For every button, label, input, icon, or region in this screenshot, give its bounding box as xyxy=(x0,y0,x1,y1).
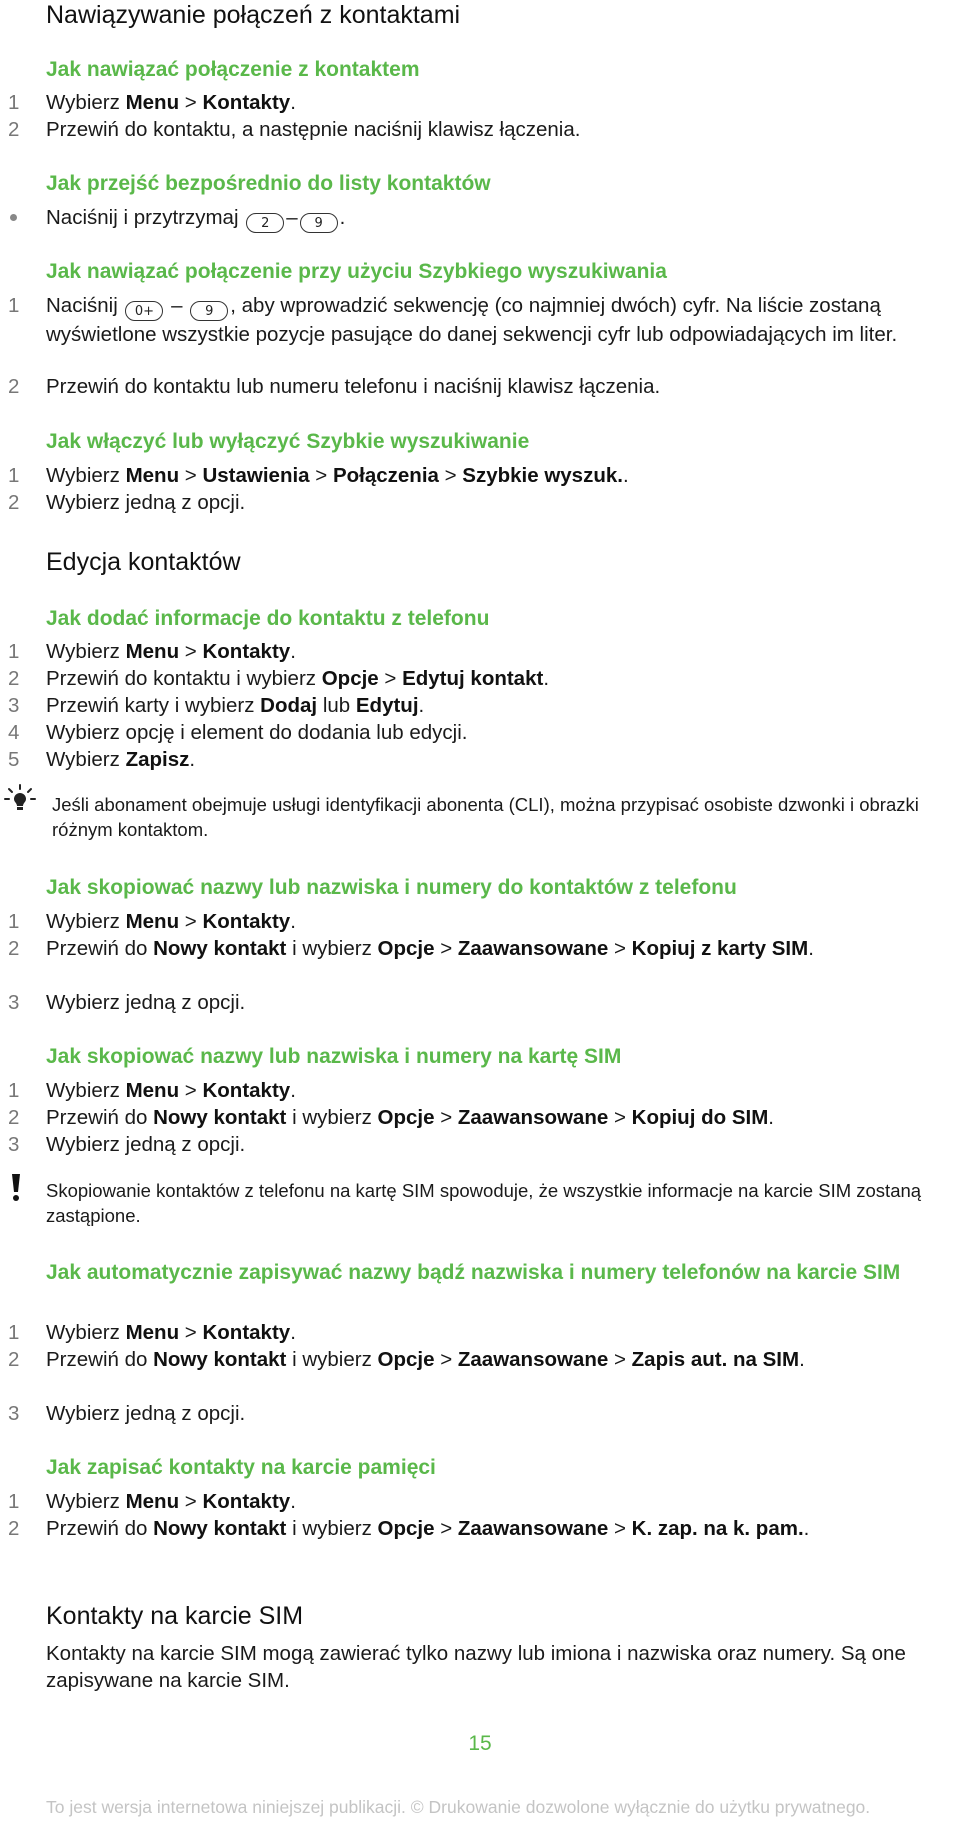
key-9-icon: 9 xyxy=(190,301,228,321)
task-title-copy-from-sim: Jak skopiować nazwy lub nazwiska i numery do kontaktów z telefonu xyxy=(46,876,737,899)
step-number: 2 xyxy=(8,118,20,141)
step-text: Przewiń do kontaktu i wybierz Opcje > Edytuj kontakt. xyxy=(46,667,550,690)
key-9-icon: 9 xyxy=(300,213,338,233)
step-number: 1 xyxy=(8,910,20,933)
step-text: Przewiń do Nowy kontakt i wybierz Opcje > Zaawansowane > Kopiuj z karty SIM. xyxy=(46,937,814,960)
step-text: Wybierz Menu > Kontakty. xyxy=(46,910,296,933)
step-text: Wybierz Menu > Kontakty. xyxy=(46,1490,296,1513)
step-text: Wybierz Menu > Kontakty. xyxy=(46,640,296,663)
task-title-add-info: Jak dodać informacje do kontaktu z telefonu xyxy=(46,607,490,630)
step-number: 4 xyxy=(8,721,20,744)
step-number: 2 xyxy=(8,1517,20,1540)
step-number: 1 xyxy=(8,464,20,487)
step-text: Naciśnij i przytrzymaj 2 – 9 . xyxy=(46,206,346,231)
task-title-call-contact: Jak nawiązać połączenie z kontaktem xyxy=(46,58,420,81)
step-text: Wybierz Menu > Ustawienia > Połączenia > Szybkie wyszuk.. xyxy=(46,464,629,487)
task-title-copy-to-sim: Jak skopiować nazwy lub nazwiska i numery na kartę SIM xyxy=(46,1045,622,1068)
step-number: 2 xyxy=(8,1348,20,1371)
task-title-auto-save-sim: Jak automatycznie zapisywać nazwy bądź nazwiska i numery telefonów na karcie SIM xyxy=(46,1261,901,1284)
step-text: Wybierz Zapisz. xyxy=(46,748,196,771)
step-text: Przewiń do Nowy kontakt i wybierz Opcje > Zaawansowane > K. zap. na k. pam.. xyxy=(46,1517,810,1540)
step-text: Wybierz Menu > Kontakty. xyxy=(46,91,296,114)
step-number: 2 xyxy=(8,491,20,514)
section-title-sim-contacts: Kontakty na karcie SIM xyxy=(46,1602,304,1630)
step-number: 1 xyxy=(8,1321,20,1344)
step-number: 1 xyxy=(8,294,20,317)
step-text: Przewiń do Nowy kontakt i wybierz Opcje > Zaawansowane > Kopiuj do SIM. xyxy=(46,1106,774,1129)
step-number: 1 xyxy=(8,1079,20,1102)
step-text: Wybierz jedną z opcji. xyxy=(46,1133,246,1156)
step-text: Wybierz opcję i element do dodania lub edycji. xyxy=(46,721,468,744)
step-number: 1 xyxy=(8,640,20,663)
section-title-calling-contacts: Nawiązywanie połączeń z kontaktami xyxy=(46,1,461,29)
step-text: Przewiń do kontaktu, a następnie naciśnij klawisz łączenia. xyxy=(46,118,581,141)
step-number: 2 xyxy=(8,937,20,960)
step-number: 1 xyxy=(8,91,20,114)
step-text: Wybierz Menu > Kontakty. xyxy=(46,1321,296,1344)
step-number: 3 xyxy=(8,694,20,717)
step-text: Przewiń karty i wybierz Dodaj lub Edytuj. xyxy=(46,694,425,717)
warning-note: Skopiowanie kontaktów z telefonu na kartę SIM spowoduje, że wszystkie informacje na karcie SIM zostaną zastąpione. xyxy=(46,1180,922,1226)
step-number: 2 xyxy=(8,1106,20,1129)
step-text: Wybierz jedną z opcji. xyxy=(46,991,246,1014)
task-title-toggle-quick-search: Jak włączyć lub wyłączyć Szybkie wyszukiwanie xyxy=(46,430,530,453)
step-text: Wybierz jedną z opcji. xyxy=(46,491,246,514)
footer-note: To jest wersja internetowa niniejszej publikacji. © Drukowanie dozwolone wyłącznie do użytku prywatnego. xyxy=(46,1797,871,1817)
step-text: Przewiń do kontaktu lub numeru telefonu i naciśnij klawisz łączenia. xyxy=(46,375,661,398)
task-title-quick-search-call: Jak nawiązać połączenie przy użyciu Szybkiego wyszukiwania xyxy=(46,260,667,283)
step-number: 1 xyxy=(8,1490,20,1513)
step-text: Naciśnij 0+ – 9 , aby wprowadzić sekwencję (co najmniej dwóch) cyfr. Na liście zostaną wyświetlone wszystkie pozycje pasujące do danej sekwencji cyfr lub odpowiadających im liter. xyxy=(46,294,898,346)
lightbulb-icon xyxy=(4,784,36,814)
key-2-icon: 2 xyxy=(246,213,284,233)
step-text: Wybierz jedną z opcji. xyxy=(46,1402,246,1425)
step-text: Wybierz Menu > Kontakty. xyxy=(46,1079,296,1102)
exclamation-icon xyxy=(8,1172,24,1202)
task-title-save-memory-card: Jak zapisać kontakty na karcie pamięci xyxy=(46,1456,436,1479)
key-0-icon: 0+ xyxy=(125,301,163,321)
bullet-dot xyxy=(10,214,17,221)
body-paragraph: Kontakty na karcie SIM mogą zawierać tylko nazwy lub imiona i nazwiska oraz numery. Są one zapisywane na karcie SIM. xyxy=(46,1642,906,1692)
step-number: 5 xyxy=(8,748,20,771)
page-number: 15 xyxy=(468,1732,492,1755)
step-number: 3 xyxy=(8,991,20,1014)
step-number: 2 xyxy=(8,375,20,398)
tip-note: Jeśli abonament obejmuje usługi identyfikacji abonenta (CLI), można przypisać osobiste dzwonki i obrazki różnym kontaktom. xyxy=(52,794,919,840)
step-text: Przewiń do Nowy kontakt i wybierz Opcje > Zaawansowane > Zapis aut. na SIM. xyxy=(46,1348,805,1371)
step-number: 3 xyxy=(8,1402,20,1425)
task-title-direct-contacts: Jak przejść bezpośrednio do listy kontaktów xyxy=(46,172,491,195)
section-title-editing-contacts: Edycja kontaktów xyxy=(46,548,241,576)
step-number: 2 xyxy=(8,667,20,690)
step-number: 3 xyxy=(8,1133,20,1156)
